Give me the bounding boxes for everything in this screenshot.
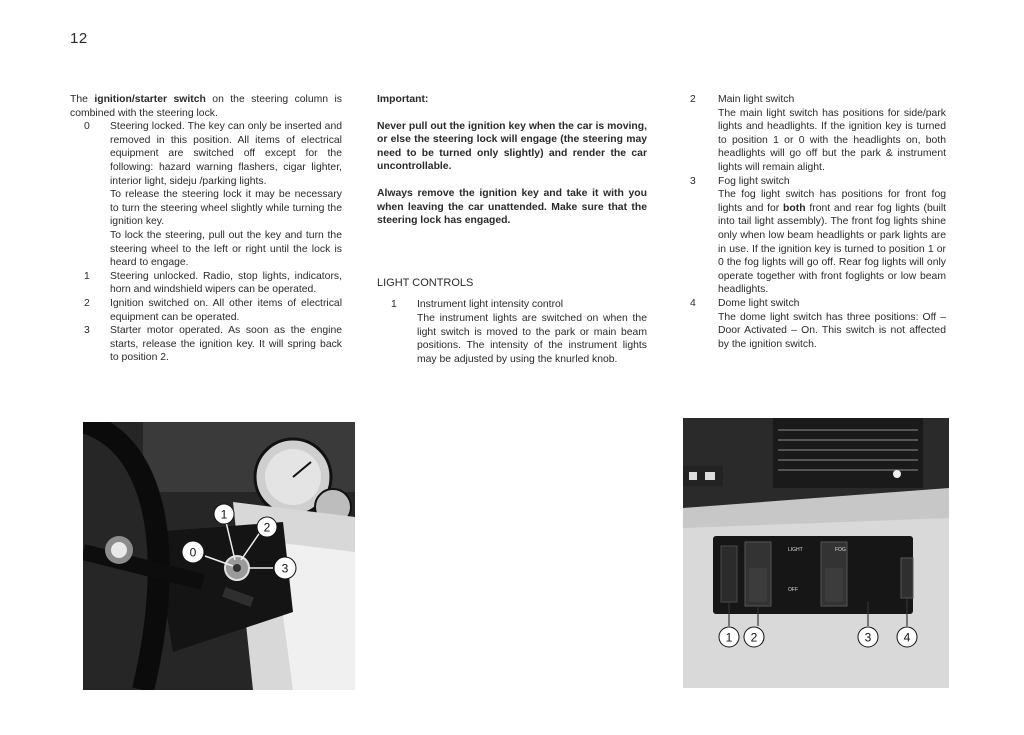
light-switches-photo (683, 418, 949, 688)
page-number: 12 (70, 30, 88, 47)
item-text: The instrument lights are switched on when the light switch is moved to the park or main beam positions. The intensity of the instrument lights may be adjusted by using the knurled knob. (417, 312, 647, 365)
text-before: The fog light switch has positions for front fog lights and for (718, 189, 946, 214)
light-switch-illustration (683, 418, 949, 688)
item-number: 4 (690, 297, 696, 309)
item-title: Dome light switch (718, 297, 800, 309)
warning-and-light-controls (377, 93, 647, 366)
callout-3: 3 (281, 561, 289, 576)
item-paragraph: To release the steering lock it may be necessary to turn the steering wheel slightly while turning the ignition key. (110, 189, 342, 228)
list-item (377, 298, 647, 366)
item-text: The dome light switch has three positions: Off – Door Activated – On. This switch is not affected by the ignition switch. (718, 311, 946, 350)
intro-bold-term: ignition/starter switch (94, 94, 206, 105)
callout-3: 3 (864, 630, 872, 645)
section-heading: LIGHT CONTROLS (377, 276, 474, 289)
switch-label-fog: FOG (835, 547, 846, 553)
item-paragraph: Steering locked. The key can only be inserted and removed in this position. All items of electrical equipment are switched off except for the following: hazard warning flashers, cigar lighter, interior light, sideju /parking lights. (110, 121, 342, 187)
switch-label-off: OFF (788, 587, 798, 593)
item-text (718, 188, 946, 297)
list-item (70, 120, 342, 270)
item-text: The main light switch has positions for side/park lights and headlights. If the ignition key is turned to position 1 or 0 with the headlights on, both headlights will go off but the park & instrument lights will remain alight. (718, 107, 946, 173)
callout-0: 0 (189, 545, 197, 560)
list-item (70, 297, 342, 324)
ignition-photo-illustration (83, 422, 355, 690)
callout-2: 2 (263, 520, 271, 535)
switch-label-light: LIGHT (788, 547, 803, 553)
item-body (718, 175, 946, 297)
item-title: Main light switch (718, 94, 795, 105)
ignition-switch-section (70, 93, 342, 365)
callout-1: 1 (220, 507, 228, 522)
list-item (70, 324, 342, 365)
item-number: 3 (690, 175, 696, 187)
item-body (718, 93, 946, 175)
item-body (417, 298, 647, 366)
light-switches-section (690, 93, 946, 351)
intro-prefix: The (70, 94, 88, 105)
warning-paragraph: Never pull out the ignition key when the car is moving, or else the steering lock will engage (the steering may need to be turned only slightly) and render the car uncontrollable. (377, 120, 647, 173)
item-paragraph: To lock the steering, pull out the key and turn the steering wheel to the left or right until the lock is heard to engage. (110, 229, 342, 269)
list-item (70, 270, 342, 297)
warning-paragraph: Always remove the ignition key and take it with you when leaving the car unattended. Make sure that the steering lock has engaged. (377, 187, 647, 227)
item-number: 1 (391, 299, 397, 311)
item-text: Steering unlocked. Radio, stop lights, indicators, horn and windshield wipers can be operated. (110, 270, 342, 296)
bold-word: both (783, 202, 806, 214)
list-item (690, 297, 946, 351)
item-number: 2 (84, 297, 90, 309)
text-after: front and rear fog lights (built into tail light assembly). The front fog lights shine only when low beam headlights or park lights are in use. If the ignition key is turned to position 1 or 0 the fog lights will go off. Rear fog lights will only operate together with front foglights or low beam headlights. (718, 202, 947, 296)
item-text: Ignition switched on. All other items of electrical equipment can be operated. (110, 297, 342, 323)
callout-1: 1 (725, 630, 733, 645)
intro-suffix: on the steering column is combined with the steering lock. (70, 94, 342, 119)
item-body (110, 120, 342, 270)
list-item (690, 93, 946, 175)
callout-4: 4 (903, 630, 911, 645)
ignition-switch-photo (83, 422, 355, 690)
item-number: 1 (84, 270, 90, 282)
item-title: Instrument light intensity control (417, 299, 564, 311)
item-title: Fog light switch (718, 175, 790, 187)
item-number: 3 (84, 325, 90, 337)
item-body (718, 297, 946, 351)
ignition-intro (70, 93, 342, 120)
item-number: 2 (690, 94, 696, 105)
callout-2: 2 (750, 630, 758, 645)
list-item (690, 175, 946, 297)
important-heading: Important: (377, 94, 429, 105)
item-text: Starter motor operated. As soon as the engine starts, release the ignition key. It will spring back to position 2. (110, 325, 342, 364)
item-number: 0 (84, 121, 90, 133)
